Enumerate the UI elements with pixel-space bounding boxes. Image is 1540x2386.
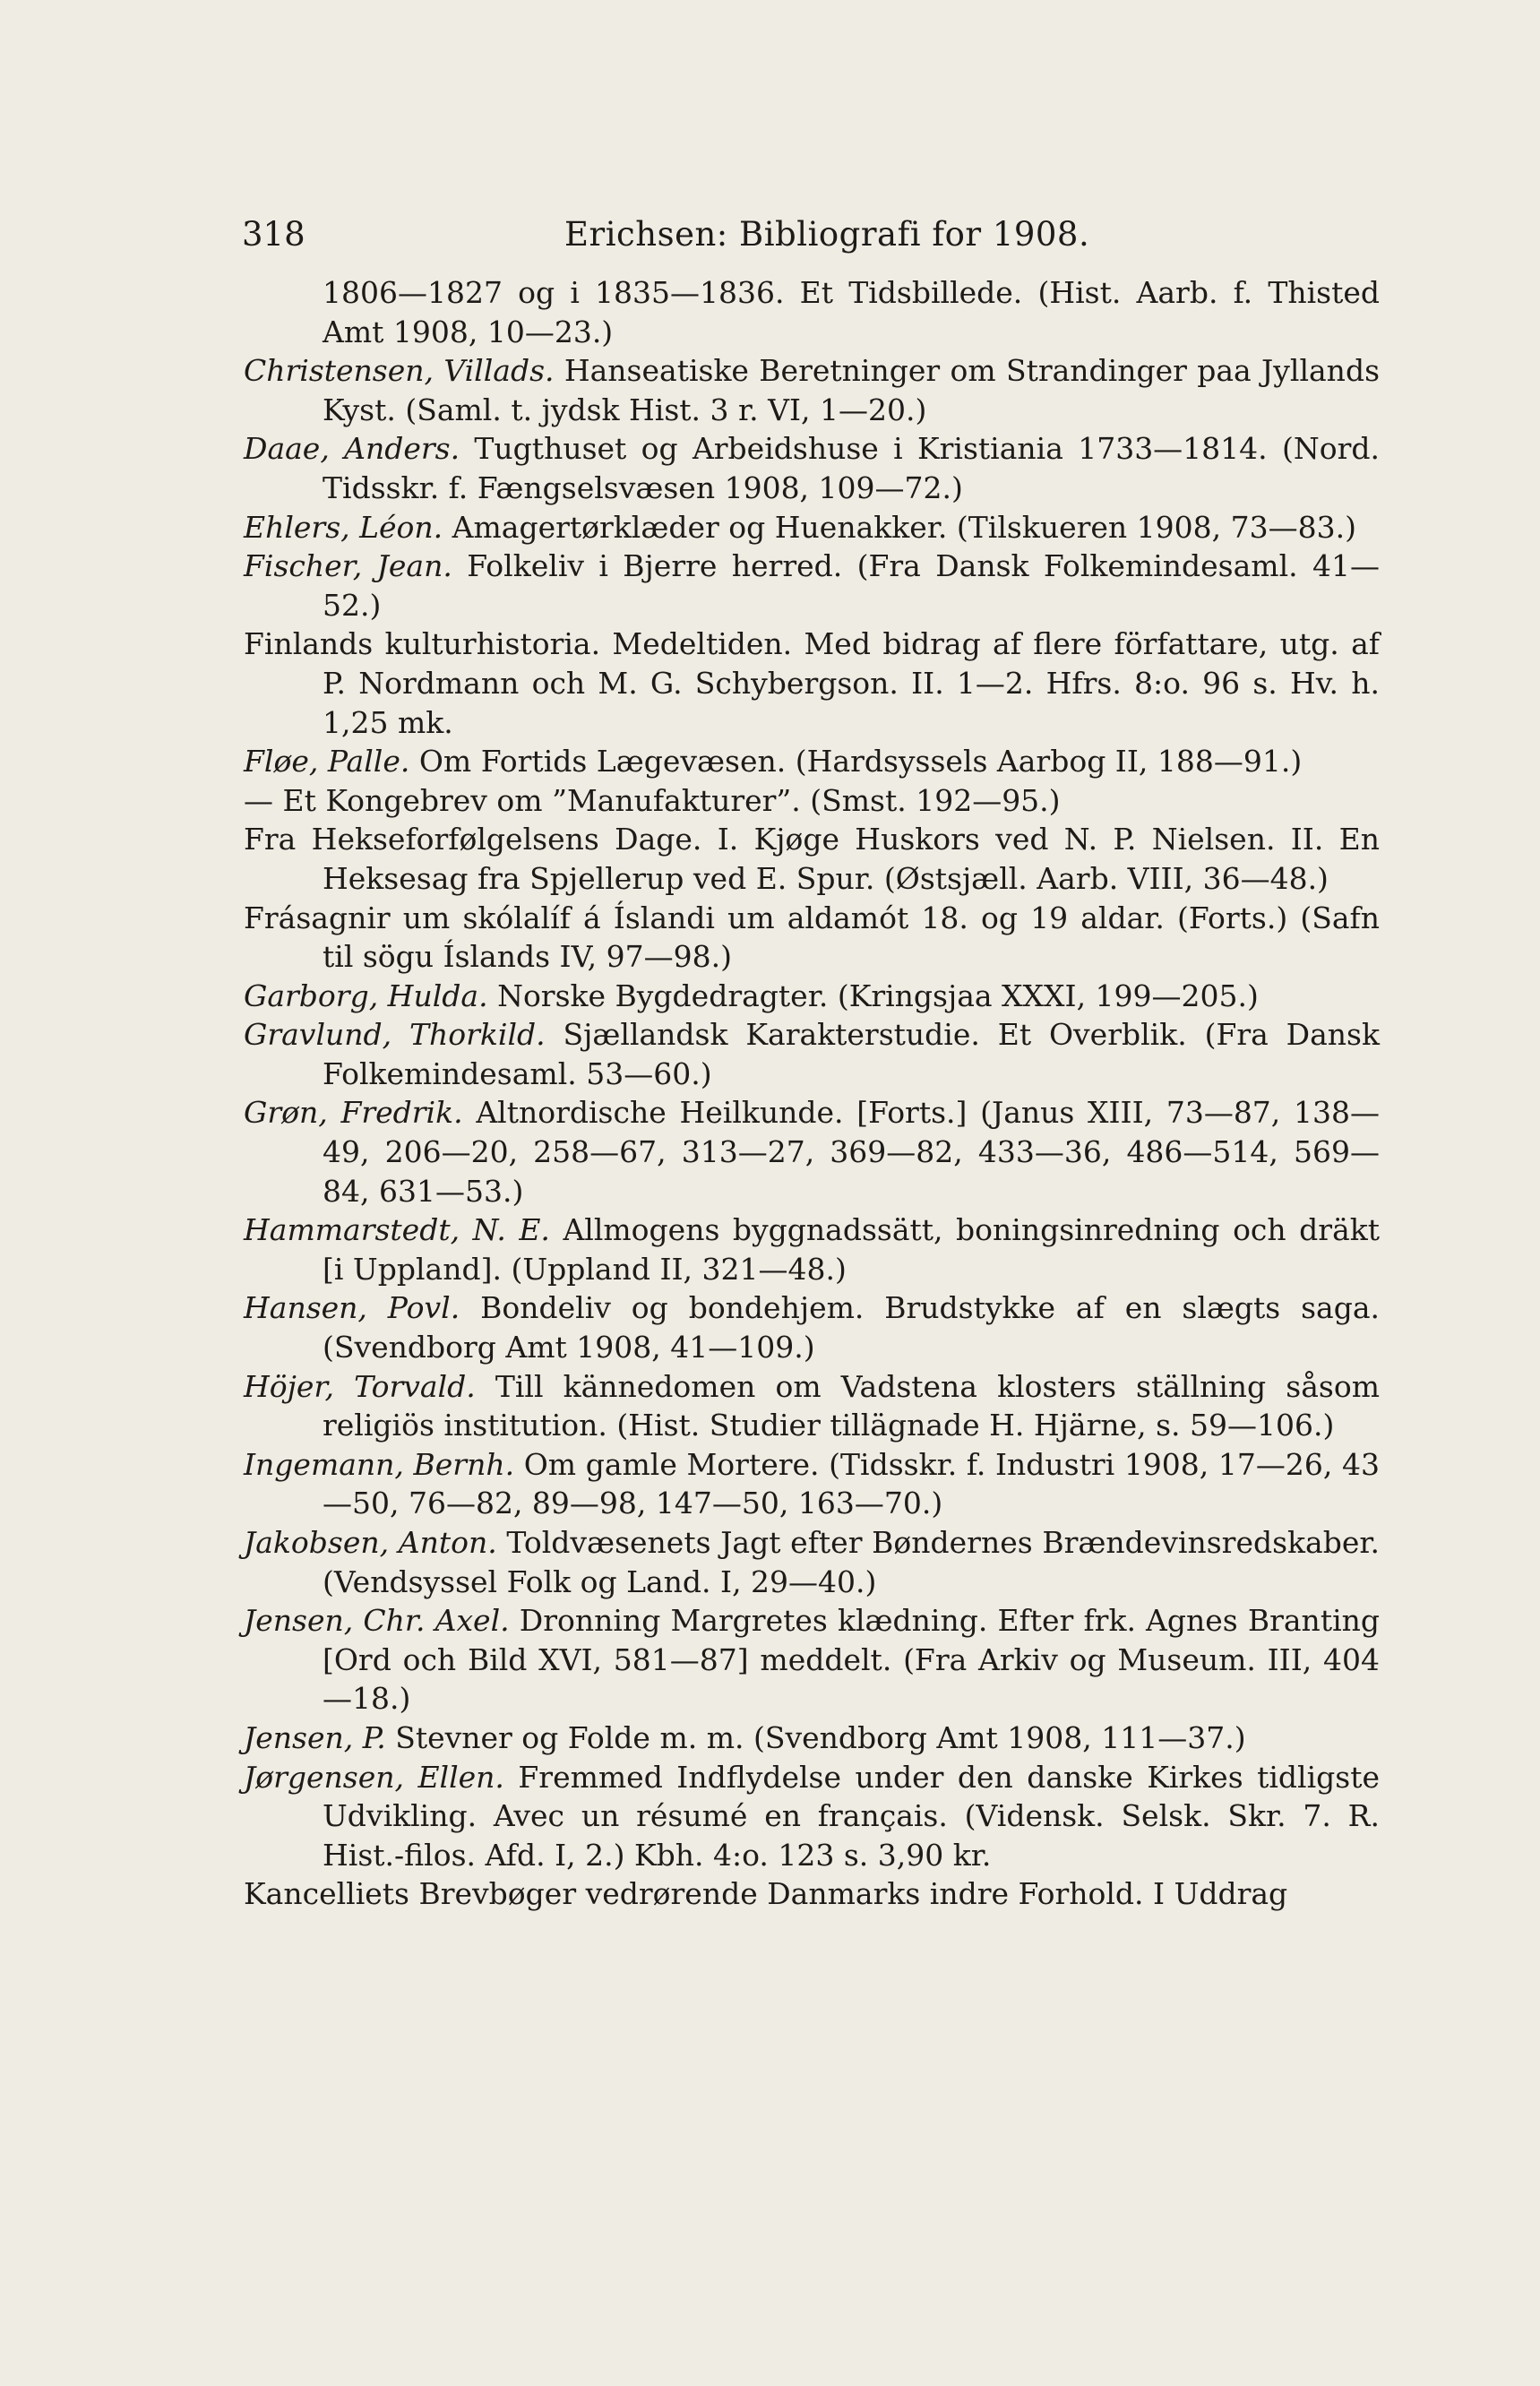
entry-author: Hansen, Povl. xyxy=(244,1290,460,1326)
entry-author: Daae, Anders. xyxy=(244,431,460,467)
entry-text: Finlands kulturhistoria. Medeltiden. Med bidrag af flere författare, utg. af P. Nordmann och M. G. Schybergson. II. 1—2. Hfrs. 8:o. 96 s. Hv. h. 1,25 mk. xyxy=(244,626,1380,740)
bibliography-entry xyxy=(244,820,1380,898)
entry-author: Gravlund, Thorkild. xyxy=(244,1017,546,1053)
bibliography-entry xyxy=(244,1718,1380,1758)
entry-text: Fra Hekseforfølgelsens Dage. I. Kjøge Huskors ved N. P. Nielsen. II. En Heksesag fra Spjellerup ved E. Spur. (Østsjæll. Aarb. VIII, 36—48.) xyxy=(244,822,1380,896)
bibliography-entry xyxy=(244,742,1380,781)
bibliography-entry xyxy=(244,1523,1380,1601)
bibliography-entry xyxy=(244,1758,1380,1875)
entry-text: Frásagnir um skólalíf á Íslandi um aldamót 18. og 19 aldar. (Forts.) (Safn til sögu Íslands IV, 97—98.) xyxy=(244,900,1380,975)
page-number: 318 xyxy=(242,215,305,254)
entry-text: Hanseatiske Beretninger om Strandinger paa Jyllands Kyst. (Saml. t. jydsk Hist. 3 r. VI, 1—20.) xyxy=(323,353,1380,427)
entry-author: Jørgensen, Ellen. xyxy=(244,1759,504,1795)
entry-text: Dronning Margretes klædning. Efter frk. Agnes Branting [Ord och Bild XVI, 581—87] meddelt. (Fra Arkiv og Museum. III, 404—18.) xyxy=(323,1603,1381,1717)
entry-text: Folkeliv i Bjerre herred. (Fra Dansk Folkemindesaml. 41—52.) xyxy=(323,548,1380,623)
entry-author: Ehlers, Léon. xyxy=(244,509,443,545)
bibliography-entry xyxy=(244,273,1380,351)
bibliography-entry xyxy=(244,351,1380,429)
entry-text: Norske Bygdedragter. (Kringsjaa XXXI, 199—205.) xyxy=(497,978,1259,1013)
entry-author: Hammarstedt, N. E. xyxy=(244,1212,550,1248)
bibliography-entries xyxy=(244,273,1380,1914)
entry-text: Till kännedomen om Vadstena klosters ställning såsom religiös institution. (Hist. Studier tillägnade H. Hjärne, s. 59—106.) xyxy=(323,1368,1380,1443)
bibliography-entry xyxy=(244,624,1380,742)
entry-text: 1806—1827 og i 1835—1836. Et Tidsbillede. (Hist. Aarb. f. Thisted Amt 1908, 10—23.) xyxy=(323,275,1380,349)
entry-author: Fischer, Jean. xyxy=(244,548,452,584)
entry-author: Jakobsen, Anton. xyxy=(244,1525,497,1560)
bibliography-entry xyxy=(244,899,1380,977)
entry-text: Sjællandsk Karakterstudie. Et Overblik. (Fra Dansk Folkemindesaml. 53—60.) xyxy=(323,1017,1380,1091)
bibliography-entry xyxy=(244,1874,1380,1914)
entry-text: Kancelliets Brevbøger vedrørende Danmarks indre Forhold. I Uddrag xyxy=(244,1876,1288,1912)
entry-text: Om Fortids Lægevæsen. (Hardsyssels Aarbog II, 188—91.) xyxy=(418,744,1303,780)
entry-text: Fremmed Indflydelse under den danske Kirkes tidligste Udvikling. Avec un résumé en français. (Vidensk. Selsk. Skr. 7. R. Hist.-filos. Afd. I, 2.) Kbh. 4:o. 123 s. 3,90 kr. xyxy=(323,1759,1380,1873)
entry-author: Grøn, Fredrik. xyxy=(244,1095,463,1131)
entry-text: Altnordische Heilkunde. [Forts.] (Janus XIII, 73—87, 138—49, 206—20, 258—67, 313—27, 369—82, 433—36, 486—514, 569—84, 631—53.) xyxy=(323,1095,1380,1209)
bibliography-entry xyxy=(244,1093,1380,1210)
bibliography-entry xyxy=(244,1367,1380,1445)
entry-author: Fløe, Palle. xyxy=(244,744,410,780)
entry-author: Ingemann, Bernh. xyxy=(244,1446,515,1482)
entry-text: Stevner og Folde m. m. (Svendborg Amt 1908, 111—37.) xyxy=(395,1719,1246,1755)
entry-author: Jensen, P. xyxy=(244,1719,386,1755)
bibliography-entry xyxy=(244,1210,1380,1288)
bibliography-entry xyxy=(244,508,1380,547)
running-title: Erichsen: Bibliografi for 1908. xyxy=(564,215,1090,254)
bibliography-entry xyxy=(244,977,1380,1016)
bibliography-entry xyxy=(244,1015,1380,1093)
bibliography-entry xyxy=(244,781,1380,821)
bibliography-entry xyxy=(244,1445,1380,1523)
entry-author: Höjer, Torvald. xyxy=(244,1368,476,1404)
entry-text: Allmogens byggnadssätt, boningsinredning och dräkt [i Uppland]. (Uppland II, 321—48.) xyxy=(323,1212,1381,1287)
entry-author: Garborg, Hulda. xyxy=(244,978,488,1013)
bibliography-entry xyxy=(244,429,1380,507)
entry-author: Christensen, Villads. xyxy=(244,353,555,389)
bibliography-entry xyxy=(244,547,1380,624)
entry-text: Tugthuset og Arbeidshuse i Kristiania 1733—1814. (Nord. Tidsskr. f. Fængselsvæsen 1908, 109—72.) xyxy=(323,431,1380,505)
bibliography-entry xyxy=(244,1288,1380,1366)
bibliography-entry xyxy=(244,1601,1380,1718)
entry-author: Jensen, Chr. Axel. xyxy=(244,1603,510,1639)
entry-text: Bondeliv og bondehjem. Brudstykke af en slægts saga. (Svendborg Amt 1908, 41—109.) xyxy=(323,1290,1381,1365)
entry-text: — Et Kongebrev om ”Manufakturer”. (Smst. 192—95.) xyxy=(244,782,1061,818)
entry-text: Amagertørklæder og Huenakker. (Tilskueren 1908, 73—83.) xyxy=(452,509,1356,545)
entry-text: Om gamle Mortere. (Tidsskr. f. Industri 1908, 17—26, 43—50, 76—82, 89—98, 147—50, 163—70.) xyxy=(323,1446,1381,1521)
entry-text: Toldvæsenets Jagt efter Bøndernes Brændevinsredskaber. (Vendsyssel Folk og Land. I, 29—40.) xyxy=(323,1525,1380,1599)
